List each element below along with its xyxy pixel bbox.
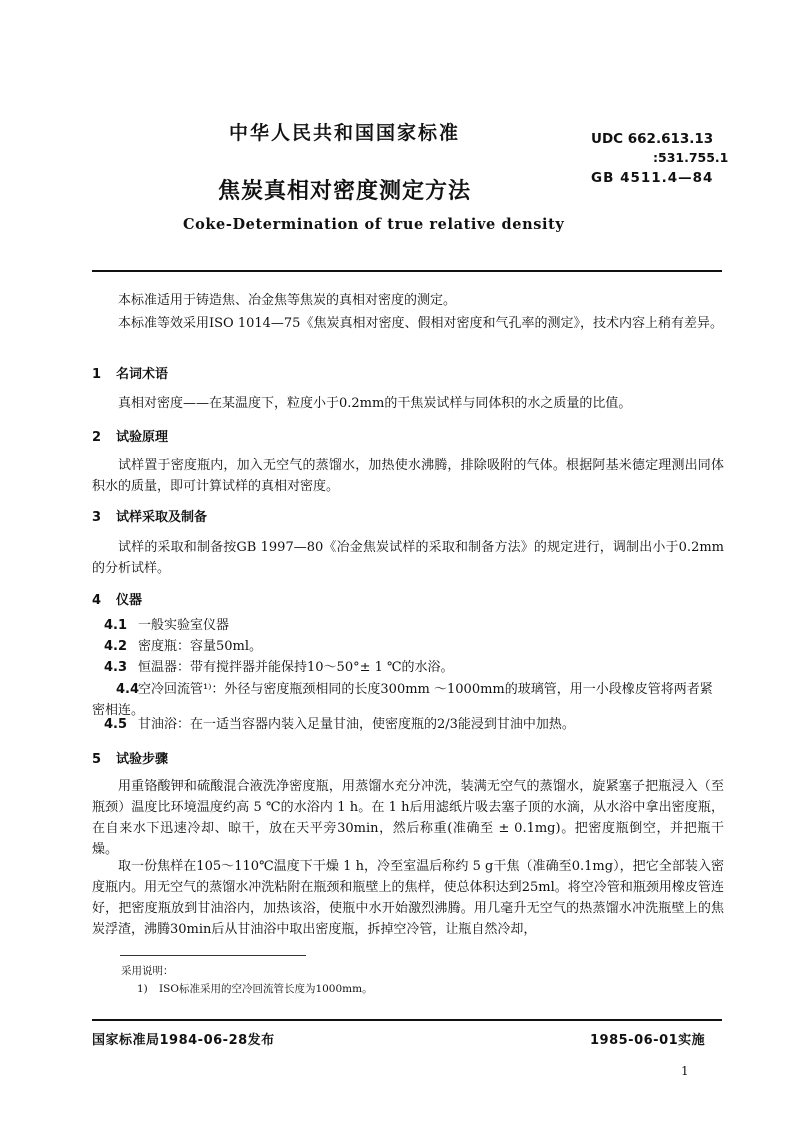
item-4-3-number: 4.3 bbox=[104, 660, 128, 675]
section-2-number: 2 bbox=[92, 430, 102, 445]
section-2-body: 试样置于密度瓶内，加入无空气的蒸馏水，加热使水沸腾，排除吸附的气体。根据阿基米德定理测出同体积水的质量，即可计算试样的真相对密度。 bbox=[92, 458, 724, 494]
item-4-4-text: 空冷回流管¹⁾：外径与密度瓶颈相同的长度300mm ～1000mm的玻璃管，用一小段橡皮管将两者紧密相连。 bbox=[92, 682, 713, 718]
item-4-1-number: 4.1 bbox=[104, 618, 128, 633]
item-4-2-text: 密度瓶：容量50ml。 bbox=[138, 639, 263, 654]
section-3-heading bbox=[92, 506, 207, 525]
footnote-divider bbox=[120, 955, 306, 956]
item-4-1-text: 一般实验室仪器 bbox=[138, 618, 230, 633]
item-4-2-number: 4.2 bbox=[104, 639, 128, 654]
footnote-label: 采用说明： bbox=[121, 965, 174, 977]
english-title: Coke-Determination of true relative density bbox=[183, 216, 565, 233]
section-1-number: 1 bbox=[92, 367, 102, 382]
section-3-title: 试样采取及制备 bbox=[116, 510, 208, 525]
udc-code-line2: :531.755.1 bbox=[653, 150, 729, 165]
section-4-number: 4 bbox=[92, 593, 102, 608]
item-4-5-text: 甘油浴：在一适当容器内装入足量甘油，使密度瓶的2/3能浸到甘油中加热。 bbox=[138, 717, 575, 732]
document-title: 焦炭真相对密度测定方法 bbox=[218, 179, 472, 204]
header-divider bbox=[92, 270, 722, 272]
section-4-title: 仪器 bbox=[116, 593, 143, 608]
section-2-title: 试验原理 bbox=[116, 430, 169, 445]
section-2-heading bbox=[92, 426, 168, 445]
section-5-number: 5 bbox=[92, 752, 102, 767]
intro-paragraph-1: 本标准适用于铸造焦、冶金焦等焦炭的真相对密度的测定。 bbox=[118, 293, 457, 308]
section-5-heading bbox=[92, 748, 168, 767]
gb-number: GB 4511.4—84 bbox=[591, 170, 714, 186]
udc-code-line1: UDC 662.613.13 bbox=[591, 131, 714, 147]
section-5-paragraph-2: 取一份焦样在105～110℃温度下干燥 1 h，冷至室温后称约 5 g干焦（准确至0.1mg），把它全部装入密度瓶内。用无空气的蒸馏水冲洗粘附在瓶颈和瓶壁上的焦样，使总体积达到25ml。将空冷管和瓶颈用橡皮管连好，把密度瓶放到甘油浴内，加热该浴，使瓶中水开始激烈沸腾。用几毫升无空气的热蒸馏水冲洗瓶壁上的焦炭浮渣，沸腾30min后从甘油浴中取出密度瓶，拆掉空冷管，让瓶自然冷却， bbox=[92, 859, 724, 937]
section-3-body: 试样的采取和制备按GB 1997—80《冶金焦炭试样的采取和制备方法》的规定进行，调制出小于0.2mm的分析试样。 bbox=[92, 540, 724, 576]
intro-paragraph-2: 本标准等效采用ISO 1014—75《焦炭真相对密度、假相对密度和气孔率的测定》，技术内容上稍有差异。 bbox=[118, 316, 723, 331]
item-4-4-number: 4.4 bbox=[116, 682, 140, 697]
footnote-text: ISO标准采用的空冷回流管长度为1000mm。 bbox=[159, 983, 373, 995]
issued-date: 国家标准局1984-06-28发布 bbox=[92, 1033, 275, 1048]
section-1-heading bbox=[92, 363, 168, 382]
footnote-item bbox=[137, 981, 373, 996]
section-1-title: 名词术语 bbox=[116, 367, 169, 382]
section-3-number: 3 bbox=[92, 510, 102, 525]
effective-date: 1985-06-01实施 bbox=[590, 1033, 706, 1048]
section-4-heading bbox=[92, 589, 142, 608]
standard-name: 中华人民共和国国家标准 bbox=[229, 122, 461, 144]
section-4-item-3 bbox=[104, 657, 724, 678]
section-5-paragraph-1: 用重铬酸钾和硫酸混合液洗净密度瓶，用蒸馏水充分冲洗，装满无空气的蒸馏水，旋紧塞子把瓶浸入（至瓶颈）温度比环境温度约高 5 ℃的水浴内 1 h。在 1 h后用滤纸片吸去塞子顶的水滴，从水浴中拿出密度瓶，在自来水下迅速冷却、晾干，放在天平旁30min，然后称重(准确至 ± 0.1mg)。把密度瓶倒空，并把瓶干燥。 bbox=[92, 779, 724, 857]
section-5-title: 试验步骤 bbox=[116, 752, 169, 767]
page-number: 1 bbox=[681, 1064, 689, 1078]
section-4-item-2 bbox=[104, 636, 724, 657]
item-4-5-number: 4.5 bbox=[104, 717, 128, 732]
section-4-item-5 bbox=[104, 714, 724, 735]
section-4-item-1 bbox=[104, 615, 724, 636]
footnote-mark: 1) bbox=[137, 983, 148, 995]
footer-divider bbox=[92, 1019, 722, 1021]
item-4-3-text: 恒温器：带有搅拌器并能保持10～50°± 1 ℃的水浴。 bbox=[138, 660, 454, 675]
section-1-body: 真相对密度——在某温度下，粒度小于0.2mm的干焦炭试样与同体积的水之质量的比值。 bbox=[118, 396, 632, 411]
